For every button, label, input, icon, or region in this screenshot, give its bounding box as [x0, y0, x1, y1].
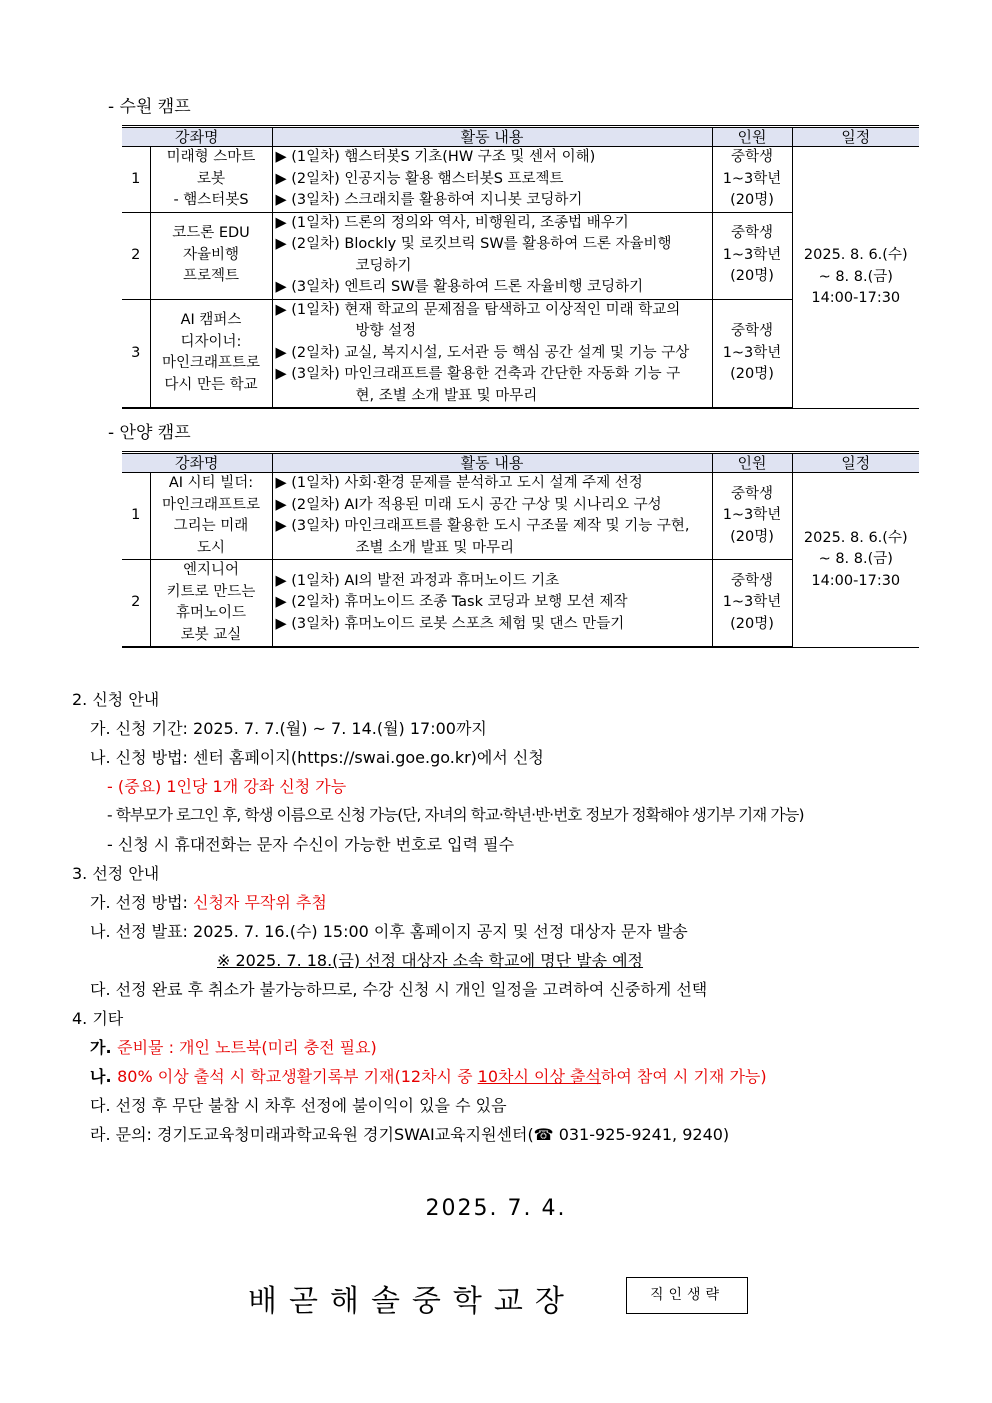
header-course-name: 강좌명 — [122, 453, 272, 473]
course-name: 미래형 스마트 로봇 - 햄스터봇S — [150, 147, 272, 213]
course-people: 중학생 1~3학년 (20명) — [712, 299, 792, 408]
table-header-row — [122, 453, 919, 473]
etc-absence-penalty: 다. 선정 후 무단 불참 시 차후 선정에 불이익이 있을 수 있음 — [90, 1096, 507, 1115]
principal-signature: 배곧해솔중학교장 — [248, 1284, 576, 1319]
course-schedule: 2025. 8. 6.(수) ~ 8. 8.(금) 14:00-17:30 — [792, 147, 919, 409]
selection-school-notice: ※ 2025. 7. 18.(금) 선정 대상자 소속 학교에 명단 발송 예정 — [217, 951, 644, 970]
apply-note-important: - (중요) 1인당 1개 강좌 신청 가능 — [107, 777, 347, 796]
table-row — [122, 473, 919, 560]
row-number: 3 — [122, 299, 150, 408]
document-date: 2025. 7. 4. — [425, 1196, 567, 1221]
apply-note-parent-login: - 학부모가 로그인 후, 학생 이름으로 신청 가능(단, 자녀의 학교·학년·반·번호 정보가 정확해야 생기부 기재 가능) — [107, 806, 804, 824]
apply-method: 나. 신청 방법: 센터 홈페이지(https://swai.goe.go.kr)에서 신청 — [90, 748, 544, 767]
anyang-camp-title: - 안양 캠프 — [108, 423, 191, 443]
apply-note-phone: - 신청 시 휴대전화는 문자 수신이 가능한 번호로 입력 필수 — [107, 835, 515, 854]
etc-contact: 라. 문의: 경기도교육청미래과학교육원 경기SWAI교육지원센터(☎ 031-925-9241, 9240) — [90, 1125, 730, 1144]
selection-announcement: 나. 선정 발표: 2025. 7. 16.(수) 15:00 이후 홈페이지 공지 및 선정 대상자 문자 발송 — [90, 922, 688, 941]
course-activities: ▶ (1일차) AI의 발전 과정과 휴머노이드 기초 ▶ (2일차) 휴머노이드 조종 Task 코딩과 보행 모션 제작 ▶ (3일차) 휴머노이드 로봇 스포츠 체험 및 댄스 만들기 — [272, 560, 712, 648]
header-course-name: 강좌명 — [122, 127, 272, 147]
header-people: 인원 — [712, 453, 792, 473]
etc-attendance-record: 나. 80% 이상 출석 시 학교생활기록부 기재(12차시 중 10차시 이상 출석하여 참여 시 기재 가능) — [90, 1067, 767, 1086]
etc-section-title: 4. 기타 — [72, 1009, 124, 1028]
course-people: 중학생 1~3학년 (20명) — [712, 147, 792, 213]
header-schedule: 일정 — [792, 453, 919, 473]
selection-section-title: 3. 선정 안내 — [72, 864, 160, 883]
course-activities: ▶ (1일차) 사회·환경 문제를 분석하고 도시 설계 주제 선정 ▶ (2일차) AI가 적용된 미래 도시 공간 구상 및 시나리오 구성 ▶ (3일차) 마인크래프트를 활용한 도시 구조물 제작 및 기능 구현, 조별 소개 발표 및 마무리 — [272, 473, 712, 560]
apply-section-title: 2. 신청 안내 — [72, 690, 160, 709]
row-number: 1 — [122, 473, 150, 560]
table-header-row — [122, 127, 919, 147]
etc-supplies: 가. 준비물 : 개인 노트북(미리 충전 필요) — [90, 1038, 377, 1057]
header-schedule: 일정 — [792, 127, 919, 147]
header-people: 인원 — [712, 127, 792, 147]
anyang-course-table — [122, 451, 919, 648]
selection-cancel-warning: 다. 선정 완료 후 취소가 불가능하므로, 수강 신청 시 개인 일정을 고려하여 신중하게 선택 — [90, 980, 708, 999]
course-name: AI 시티 빌더: 마인크래프트로 그리는 미래 도시 — [150, 473, 272, 560]
course-name: 엔지니어 키트로 만드는 휴머노이드 로봇 교실 — [150, 560, 272, 648]
suwon-camp-title: - 수원 캠프 — [108, 97, 191, 117]
course-people: 중학생 1~3학년 (20명) — [712, 212, 792, 299]
course-name: AI 캠퍼스 디자이너: 마인크래프트로 다시 만든 학교 — [150, 299, 272, 408]
course-schedule: 2025. 8. 6.(수) ~ 8. 8.(금) 14:00-17:30 — [792, 473, 919, 648]
course-name: 코드론 EDU 자율비행 프로젝트 — [150, 212, 272, 299]
suwon-course-table — [122, 125, 919, 409]
apply-period: 가. 신청 기간: 2025. 7. 7.(월) ~ 7. 14.(월) 17:00까지 — [90, 719, 487, 738]
header-activities: 활동 내용 — [272, 127, 712, 147]
course-people: 중학생 1~3학년 (20명) — [712, 473, 792, 560]
row-number: 2 — [122, 212, 150, 299]
course-activities: ▶ (1일차) 현재 학교의 문제점을 탐색하고 이상적인 미래 학교의 방향 설정 ▶ (2일차) 교실, 복지시설, 도서관 등 핵심 공간 설계 및 기능 구상 ▶ (3일차) 마인크래프트를 활용한 건축과 간단한 자동화 기능 구 현, 조별 소개 발표 및 마무리 — [272, 299, 712, 408]
course-activities: ▶ (1일차) 드론의 정의와 역사, 비행원리, 조종법 배우기 ▶ (2일차) Blockly 및 로킷브릭 SW를 활용하여 드론 자율비행 코딩하기 ▶ (3일차) 엔트리 SW를 활용하여 드론 자율비행 코딩하기 — [272, 212, 712, 299]
header-activities: 활동 내용 — [272, 453, 712, 473]
row-number: 1 — [122, 147, 150, 213]
row-number: 2 — [122, 560, 150, 648]
course-activities: ▶ (1일차) 햄스터봇S 기초(HW 구조 및 센서 이해) ▶ (2일차) 인공지능 활용 햄스터봇S 프로젝트 ▶ (3일차) 스크래치를 활용하여 지니봇 코딩하기 — [272, 147, 712, 213]
course-people: 중학생 1~3학년 (20명) — [712, 560, 792, 648]
table-row — [122, 147, 919, 213]
selection-method: 가. 선정 방법: 신청자 무작위 추첨 — [90, 893, 327, 912]
seal-omitted-box: 직인생략 — [626, 1277, 748, 1314]
